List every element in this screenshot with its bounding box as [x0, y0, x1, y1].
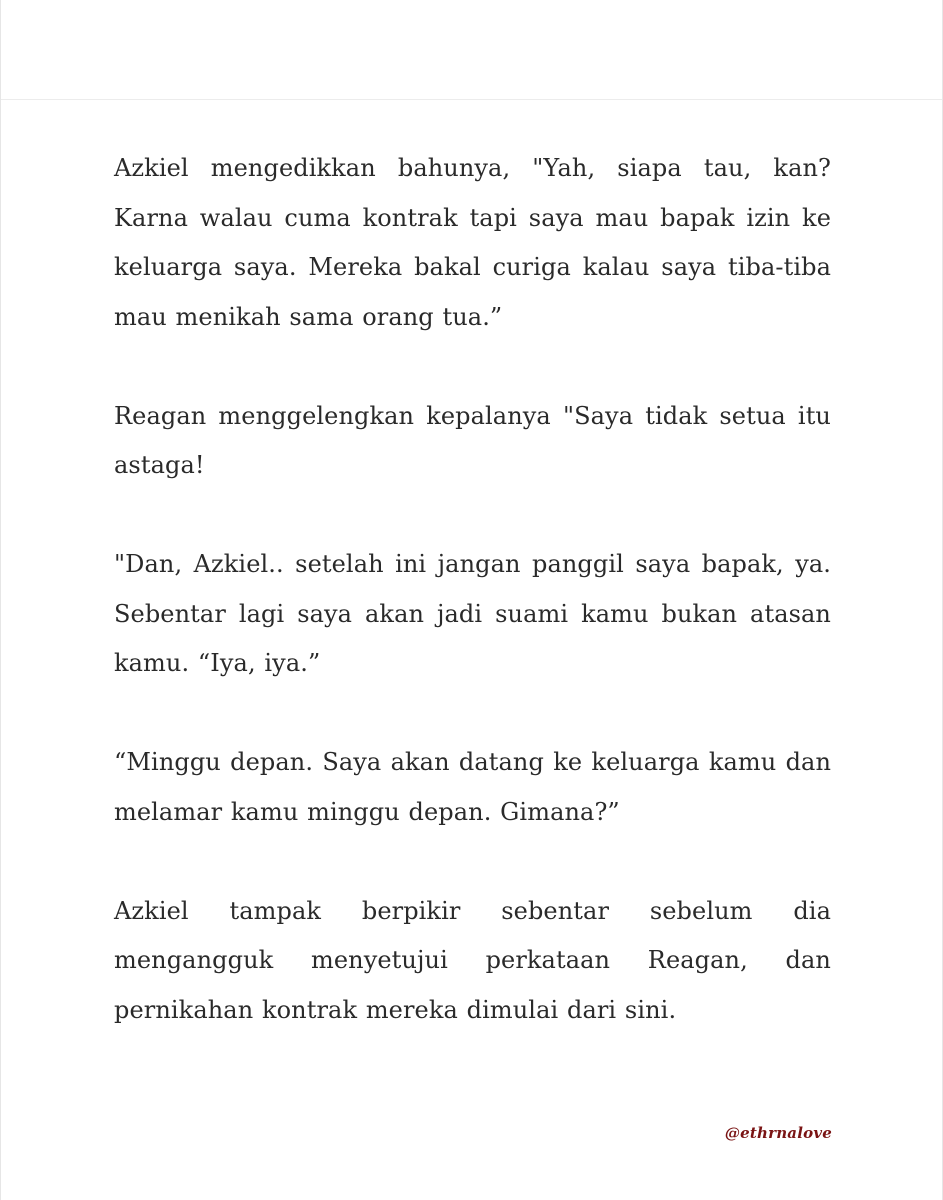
paragraph-1: Azkiel mengedikkan bahunya, "Yah, siapa tau, kan? Karna walau cuma kontrak tapi saya mau bapak izin ke keluarga saya. Mereka bakal curiga kalau saya tiba-tiba mau menikah sama orang tua.” — [114, 154, 831, 331]
header-band — [1, 0, 942, 100]
paragraph-5: Azkiel tampak berpikir sebentar sebelum dia mengangguk menyetujui perkataan Reagan, dan pernikahan kontrak mereka dimulai dari sini. — [114, 896, 831, 1024]
paragraph-4: “Minggu depan. Saya akan datang ke keluarga kamu dan melamar kamu minggu depan. Gimana?” — [114, 748, 831, 826]
paragraph-2: Reagan menggelengkan kepalanya "Saya tidak setua itu astaga! — [114, 401, 831, 479]
story-text — [114, 144, 831, 1085]
author-signature: @ethrnalove — [724, 1124, 832, 1142]
paragraph-3: "Dan, Azkiel.. setelah ini jangan panggil saya bapak, ya. Sebentar lagi saya akan jadi suami kamu bukan atasan kamu. “Iya, iya.” — [114, 550, 831, 677]
